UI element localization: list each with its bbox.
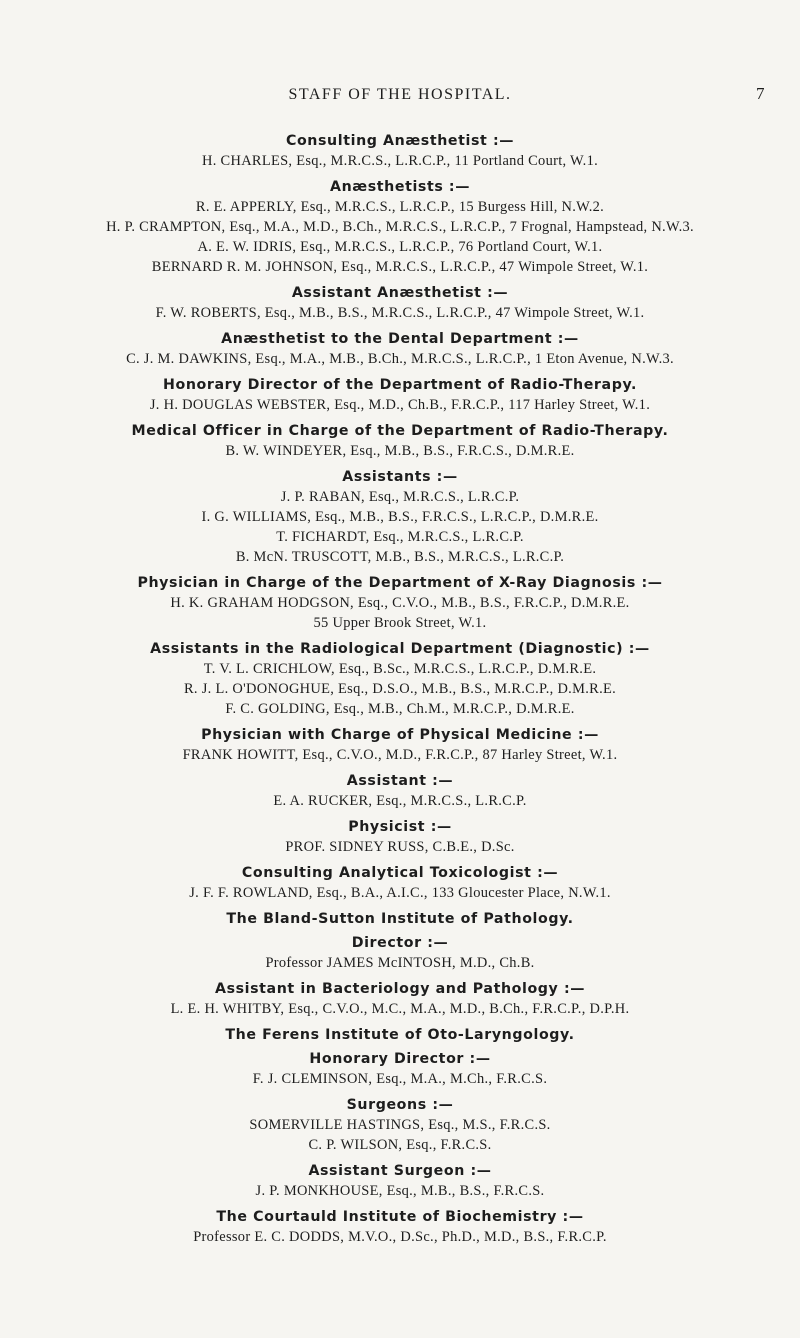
section-heading: Assistant :— — [346, 773, 454, 789]
staff-section — [0, 817, 800, 857]
staff-section — [0, 283, 800, 323]
section-heading: Honorary Director of the Department of Radio-Therapy. — [163, 377, 637, 393]
staff-entry: L. E. H. WHITBY, Esq., C.V.O., M.C., M.A., M.D., B.Ch., F.R.C.P., D.P.H. — [170, 1001, 630, 1017]
staff-section — [0, 771, 800, 811]
staff-entry: T. FICHARDT, Esq., M.R.C.S., L.R.C.P. — [276, 529, 524, 545]
staff-section — [0, 467, 800, 567]
staff-entry: BERNARD R. M. JOHNSON, Esq., M.R.C.S., L.R.C.P., 47 Wimpole Street, W.1. — [151, 259, 649, 275]
staff-entry: Professor E. C. DODDS, M.V.O., D.Sc., Ph.D., M.D., B.S., F.R.C.P. — [193, 1229, 607, 1245]
staff-section — [0, 639, 800, 719]
section-heading: Assistant Anæsthetist :— — [291, 285, 509, 301]
staff-entry: F. W. ROBERTS, Esq., M.B., B.S., M.R.C.S., L.R.C.P., 47 Wimpole Street, W.1. — [155, 305, 645, 321]
section-heading: The Courtauld Institute of Biochemistry :— — [216, 1209, 584, 1225]
section-heading: Consulting Analytical Toxicologist :— — [241, 865, 559, 881]
running-head: STAFF OF THE HOSPITAL. — [288, 86, 512, 103]
staff-section — [0, 375, 800, 415]
staff-section — [0, 909, 800, 973]
staff-entry: E. A. RUCKER, Esq., M.R.C.S., L.R.C.P. — [273, 793, 527, 809]
staff-entry: A. E. W. IDRIS, Esq., M.R.C.S., L.R.C.P., 76 Portland Court, W.1. — [197, 239, 603, 255]
staff-section — [0, 863, 800, 903]
staff-section — [0, 1025, 800, 1089]
staff-entry: R. J. L. O'DONOGHUE, Esq., D.S.O., M.B., B.S., M.R.C.P., D.M.R.E. — [183, 681, 617, 697]
staff-entry: J. P. RABAN, Esq., M.R.C.S., L.R.C.P. — [280, 489, 520, 505]
section-heading: Honorary Director :— — [309, 1051, 491, 1067]
staff-entry: T. V. L. CRICHLOW, Esq., B.Sc., M.R.C.S., L.R.C.P., D.M.R.E. — [203, 661, 597, 677]
section-heading: Physician in Charge of the Department of X-Ray Diagnosis :— — [137, 575, 663, 591]
staff-entry: R. E. APPERLY, Esq., M.R.C.S., L.R.C.P., 15 Burgess Hill, N.W.2. — [195, 199, 605, 215]
section-heading: Physicist :— — [348, 819, 452, 835]
staff-entry: PROF. SIDNEY RUSS, C.B.E., D.Sc. — [285, 839, 515, 855]
section-heading: Assistant Surgeon :— — [308, 1163, 492, 1179]
staff-section — [0, 1095, 800, 1155]
section-heading: The Ferens Institute of Oto-Laryngology. — [225, 1027, 575, 1043]
staff-section — [0, 725, 800, 765]
section-heading: Anæsthetists :— — [329, 179, 470, 195]
staff-section — [0, 131, 800, 171]
staff-entry: H. CHARLES, Esq., M.R.C.S., L.R.C.P., 11 Portland Court, W.1. — [202, 153, 598, 169]
staff-entry: Professor JAMES McINTOSH, M.D., Ch.B. — [265, 955, 535, 971]
section-heading: Consulting Anæsthetist :— — [285, 133, 515, 149]
staff-section — [0, 329, 800, 369]
staff-entry: C. J. M. DAWKINS, Esq., M.A., M.B., B.Ch., M.R.C.S., L.R.C.P., 1 Eton Avenue, N.W.3. — [126, 351, 674, 367]
section-heading: Assistants in the Radiological Department (Diagnostic) :— — [150, 641, 650, 657]
page-number: 7 — [756, 84, 765, 103]
staff-section — [0, 979, 800, 1019]
section-heading: Medical Officer in Charge of the Department of Radio-Therapy. — [131, 423, 669, 439]
staff-section — [0, 573, 800, 633]
staff-entry: J. F. F. ROWLAND, Esq., B.A., A.I.C., 133 Gloucester Place, N.W.1. — [189, 885, 611, 901]
staff-entry: B. W. WINDEYER, Esq., M.B., B.S., F.R.C.S., D.M.R.E. — [225, 443, 575, 459]
staff-entry: FRANK HOWITT, Esq., C.V.O., M.D., F.R.C.P., 87 Harley Street, W.1. — [182, 747, 618, 763]
section-heading: Director :— — [351, 935, 449, 951]
staff-entry: F. C. GOLDING, Esq., M.B., Ch.M., M.R.C.P., D.M.R.E. — [225, 701, 575, 717]
staff-entry: H. P. CRAMPTON, Esq., M.A., M.D., B.Ch., M.R.C.S., L.R.C.P., 7 Frognal, Hampstead, N.W.3. — [106, 219, 694, 235]
staff-entry: J. P. MONKHOUSE, Esq., M.B., B.S., F.R.C.S. — [255, 1183, 545, 1199]
staff-entry: 55 Upper Brook Street, W.1. — [313, 615, 487, 631]
staff-entry: H. K. GRAHAM HODGSON, Esq., C.V.O., M.B., B.S., F.R.C.P., D.M.R.E. — [170, 595, 630, 611]
staff-entry: J. H. DOUGLAS WEBSTER, Esq., M.D., Ch.B., F.R.C.P., 117 Harley Street, W.1. — [149, 397, 651, 413]
staff-entry: I. G. WILLIAMS, Esq., M.B., B.S., F.R.C.S., L.R.C.P., D.M.R.E. — [201, 509, 599, 525]
section-heading: Anæsthetist to the Dental Department :— — [221, 331, 579, 347]
section-heading: Assistants :— — [342, 469, 458, 485]
staff-section — [0, 421, 800, 461]
staff-entry: SOMERVILLE HASTINGS, Esq., M.S., F.R.C.S. — [249, 1117, 551, 1133]
staff-section — [0, 177, 800, 277]
staff-list — [0, 127, 800, 1253]
staff-section — [0, 1207, 800, 1247]
section-heading: The Bland-Sutton Institute of Pathology. — [226, 911, 574, 927]
staff-entry: F. J. CLEMINSON, Esq., M.A., M.Ch., F.R.C.S. — [252, 1071, 548, 1087]
section-heading: Surgeons :— — [346, 1097, 454, 1113]
section-heading: Physician with Charge of Physical Medicine :— — [201, 727, 599, 743]
section-heading: Assistant in Bacteriology and Pathology :— — [214, 981, 586, 997]
staff-entry: B. McN. TRUSCOTT, M.B., B.S., M.R.C.S., L.R.C.P. — [235, 549, 565, 565]
staff-entry: C. P. WILSON, Esq., F.R.C.S. — [308, 1137, 492, 1153]
staff-section — [0, 1161, 800, 1201]
